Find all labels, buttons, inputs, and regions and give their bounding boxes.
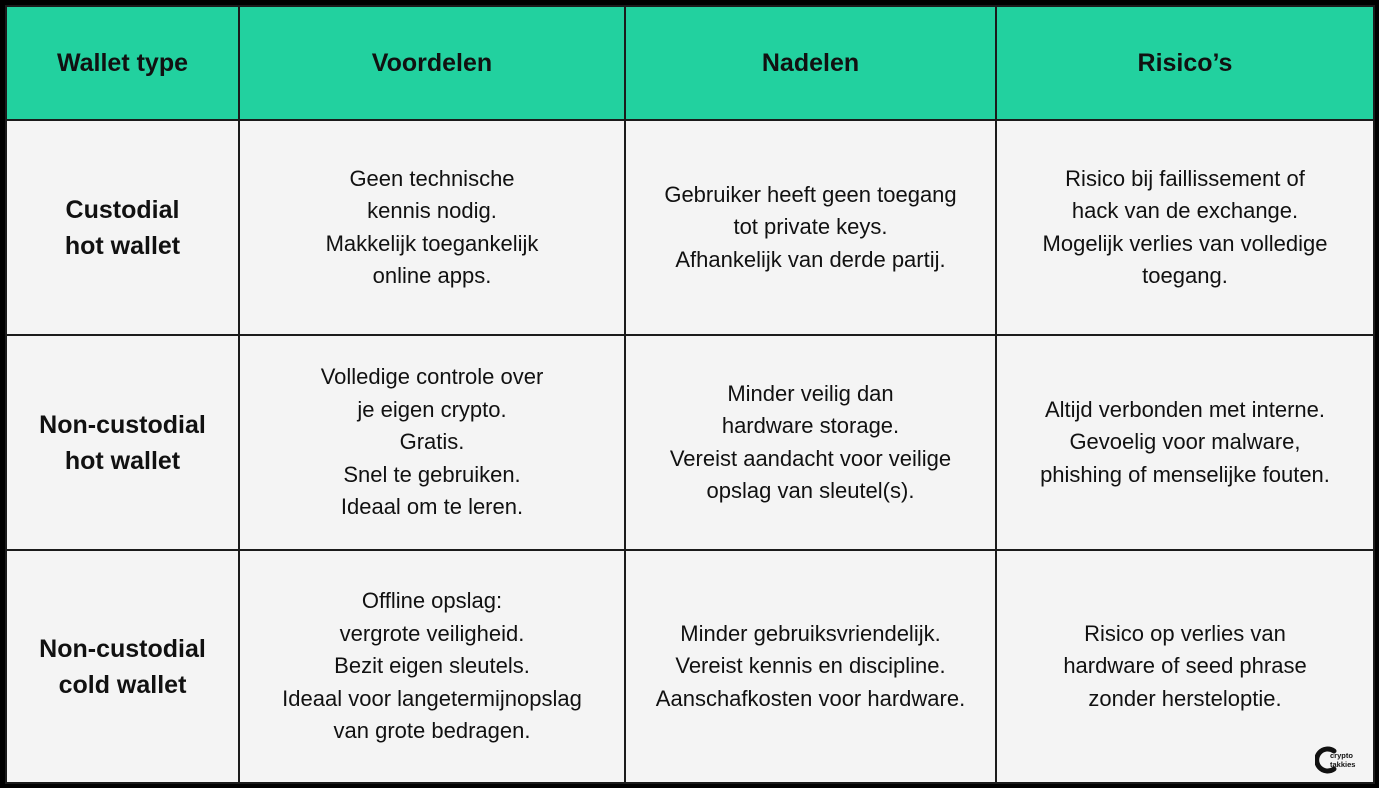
crypto-takkies-logo bbox=[1315, 743, 1363, 777]
header-nadelen: Nadelen bbox=[625, 6, 996, 120]
header-voordelen: Voordelen bbox=[239, 6, 625, 120]
voordelen-cell bbox=[239, 120, 625, 335]
risicos-cell bbox=[996, 335, 1374, 550]
comparison-table-frame bbox=[5, 5, 1373, 782]
cell-line: Minder veilig dan bbox=[727, 380, 894, 406]
cell-line: Vereist aandacht voor veilige bbox=[669, 445, 952, 471]
cell-line: hot wallet bbox=[64, 446, 181, 475]
cell-line: Volledige controle over bbox=[320, 364, 544, 390]
cell-line: Gevoelig voor malware, bbox=[1069, 429, 1301, 455]
cell-line: Geen technische bbox=[349, 165, 515, 191]
cell-line: Mogelijk verlies van volledige bbox=[1042, 230, 1328, 256]
cell-line: Minder gebruiksvriendelijk. bbox=[680, 620, 941, 646]
cell-line: Ideaal voor langetermijnopslag bbox=[282, 685, 582, 711]
logo-word-takkies: takkies bbox=[1330, 760, 1356, 769]
nadelen-cell bbox=[625, 335, 996, 550]
cell-line: je eigen crypto. bbox=[357, 396, 507, 422]
crypto-takkies-logo-mark bbox=[1315, 743, 1363, 777]
cell-line: hardware storage. bbox=[721, 413, 900, 438]
cell-line: hardware of seed phrase bbox=[1063, 653, 1307, 679]
wallet-type-cell bbox=[6, 120, 239, 335]
cell-line: van grote bedragen. bbox=[333, 718, 531, 744]
cell-line: hot wallet bbox=[64, 231, 181, 260]
cell-line: hack van de exchange. bbox=[1071, 198, 1299, 223]
header-wallet-type: Wallet type bbox=[6, 6, 239, 120]
cell-line: online apps. bbox=[372, 263, 492, 288]
cell-line: Snel te gebruiken. bbox=[343, 461, 521, 487]
cell-line: cold wallet bbox=[58, 670, 187, 699]
nadelen-cell bbox=[625, 120, 996, 335]
cell-line: phishing of menselijke fouten. bbox=[1040, 461, 1330, 487]
cell-line: Vereist kennis en discipline. bbox=[675, 653, 946, 679]
cell-line: Altijd verbonden met interne. bbox=[1044, 396, 1326, 422]
cell-line: kennis nodig. bbox=[367, 198, 497, 223]
wallet-type-cell bbox=[6, 550, 239, 783]
cell-line: Risico op verlies van bbox=[1084, 620, 1286, 646]
header-risicos: Risico’s bbox=[996, 6, 1374, 120]
cell-line: Gebruiker heeft geen toegang bbox=[664, 181, 957, 207]
cell-line: Gratis. bbox=[399, 429, 465, 455]
cell-line: Aanschafkosten voor hardware. bbox=[655, 685, 966, 711]
cell-line: Non-custodial bbox=[39, 410, 206, 439]
table-row bbox=[6, 335, 1374, 550]
cell-line: Non-custodial bbox=[39, 634, 206, 663]
cell-line: Ideaal om te leren. bbox=[340, 494, 524, 520]
voordelen-cell bbox=[239, 550, 625, 783]
cell-line: opslag van sleutel(s). bbox=[706, 478, 915, 503]
cell-line: Makkelijk toegankelijk bbox=[325, 230, 539, 256]
wallet-comparison-table bbox=[5, 5, 1375, 784]
cell-line: Bezit eigen sleutels. bbox=[334, 653, 530, 679]
cell-line: vergrote veiligheid. bbox=[339, 620, 525, 646]
cell-line: zonder hersteloptie. bbox=[1088, 685, 1282, 711]
cell-line: toegang. bbox=[1142, 263, 1228, 288]
table-row bbox=[6, 120, 1374, 335]
logo-word-crypto: crypto bbox=[1330, 751, 1353, 760]
table-row bbox=[6, 550, 1374, 783]
cell-line: Offline opslag: bbox=[361, 588, 503, 614]
cell-line: Risico bij faillissement of bbox=[1065, 165, 1305, 191]
wallet-type-cell bbox=[6, 335, 239, 550]
voordelen-cell bbox=[239, 335, 625, 550]
risicos-cell bbox=[996, 120, 1374, 335]
nadelen-cell bbox=[625, 550, 996, 783]
table-header-row bbox=[6, 6, 1374, 120]
cell-line: tot private keys. bbox=[733, 214, 888, 240]
cell-line: Custodial bbox=[65, 195, 180, 224]
cell-line: Afhankelijk van derde partij. bbox=[675, 246, 946, 272]
